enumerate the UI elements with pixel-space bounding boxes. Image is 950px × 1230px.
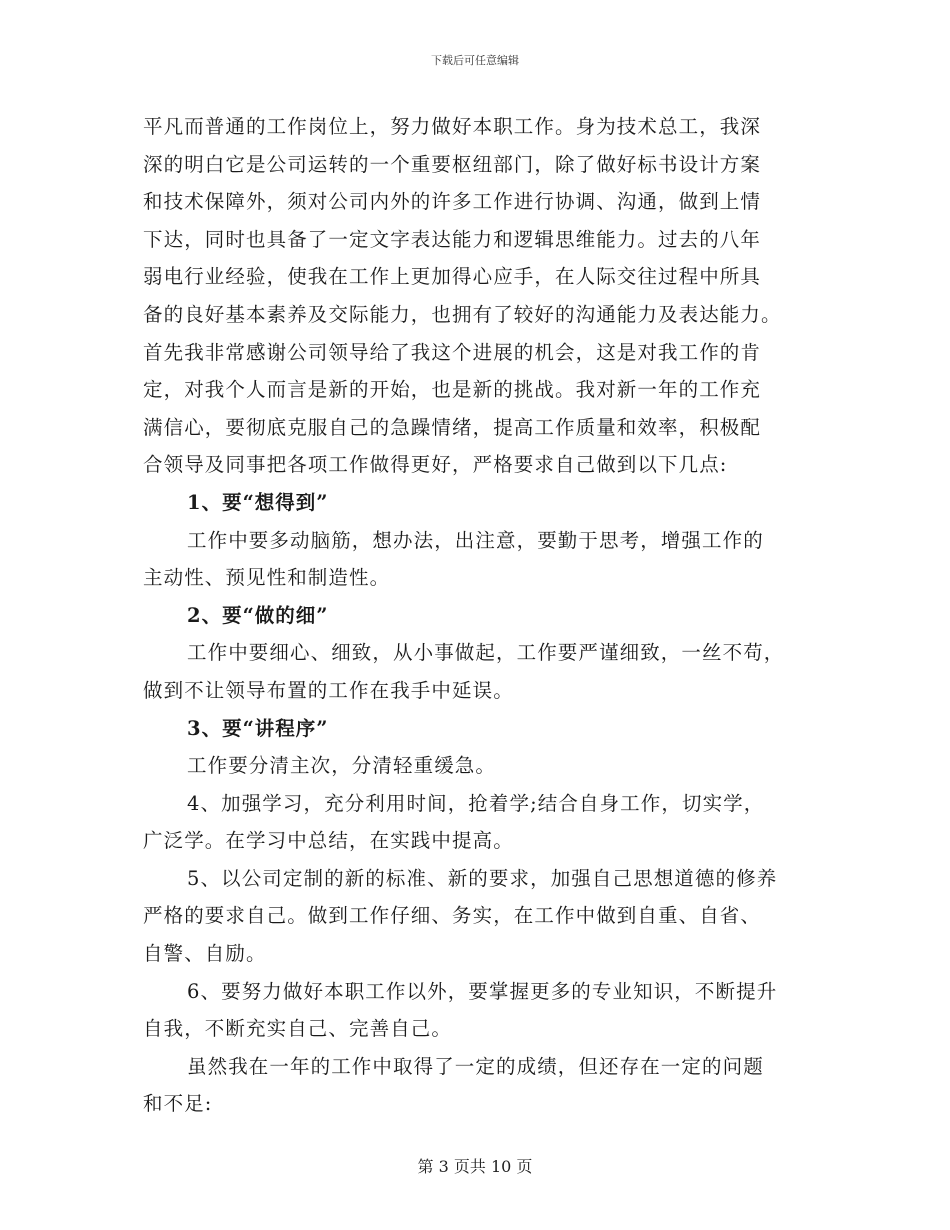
text-line: 工作中要细心、细致，从小事做起，工作要严谨细致，一丝不苟， <box>187 641 785 665</box>
text-line: 广泛学。在学习中总结，在实践中提高。 <box>143 829 514 853</box>
text-line: 5、以公司定制的新的标准、新的要求，加强自己思想道德的修养 <box>187 866 778 890</box>
intro-paragraph <box>143 108 807 484</box>
text-line: 和技术保障外，须对公司内外的许多工作进行协调、沟通，做到上情 <box>143 190 762 214</box>
text-line: 合领导及同事把各项工作做得更好，严格要求自己做到以下几点: <box>143 453 728 477</box>
text-line: 自警、自励。 <box>143 942 267 966</box>
text-line: 弱电行业经验，使我在工作上更加得心应手，在人际交往过程中所具 <box>143 265 762 289</box>
list-paragraph-6 <box>143 973 807 1048</box>
section-paragraph-3 <box>143 747 807 785</box>
text-line: 深的明白它是公司运转的一个重要枢纽部门，除了做好标书设计方案 <box>143 152 762 176</box>
section-heading-3: 3、要“讲程序” <box>187 716 329 740</box>
section-heading-2: 2、要“做的细” <box>187 603 329 627</box>
list-paragraph-4 <box>143 785 807 860</box>
text-line: 和不足: <box>143 1092 213 1116</box>
text-line: 平凡而普通的工作岗位上，努力做好本职工作。身为技术总工，我深 <box>143 115 762 138</box>
text-line: 4、加强学习，充分利用时间，抢着学;结合自身工作，切实学， <box>187 791 765 815</box>
text-line: 自我，不断充实自己、完善自己。 <box>143 1017 453 1041</box>
page-number-footer: 第 3 页共 10 页 <box>417 1157 533 1176</box>
closing-paragraph <box>143 1048 807 1123</box>
section-paragraph-1 <box>143 522 807 597</box>
text-line: 工作要分清主次，分清轻重缓急。 <box>187 754 497 778</box>
text-line: 满信心，要彻底克服自己的急躁情绪，提高工作质量和效率，积极配 <box>143 415 762 439</box>
section-heading-1: 1、要“想得到” <box>187 490 329 514</box>
section-paragraph-2 <box>143 634 807 709</box>
text-line: 严格的要求自己。做到工作仔细、务实，在工作中做到自重、自省、 <box>143 904 762 928</box>
text-line: 虽然我在一年的工作中取得了一定的成绩，但还存在一定的问题 <box>187 1054 764 1078</box>
text-line: 下达，同时也具备了一定文字表达能力和逻辑思维能力。过去的八年 <box>143 227 762 251</box>
list-paragraph-5 <box>143 860 807 973</box>
text-line: 主动性、预见性和制造性。 <box>143 566 391 590</box>
text-line: 备的良好基本素养及交际能力，也拥有了较好的沟通能力及表达能力。 <box>143 302 782 326</box>
text-line: 定，对我个人而言是新的开始，也是新的挑战。我对新一年的工作充 <box>143 378 762 402</box>
text-line: 首先我非常感谢公司领导给了我这个进展的机会，这是对我工作的肯 <box>143 340 762 364</box>
text-line: 工作中要多动脑筋，想办法，出注意，要勤于思考，增强工作的 <box>187 528 764 552</box>
text-line: 做到不让领导布置的工作在我手中延误。 <box>143 678 514 702</box>
document-body <box>143 108 807 1123</box>
page-header: 下载后可任意编辑 <box>431 54 519 67</box>
text-line: 6、要努力做好本职工作以外，要掌握更多的专业知识，不断提升 <box>187 979 778 1003</box>
